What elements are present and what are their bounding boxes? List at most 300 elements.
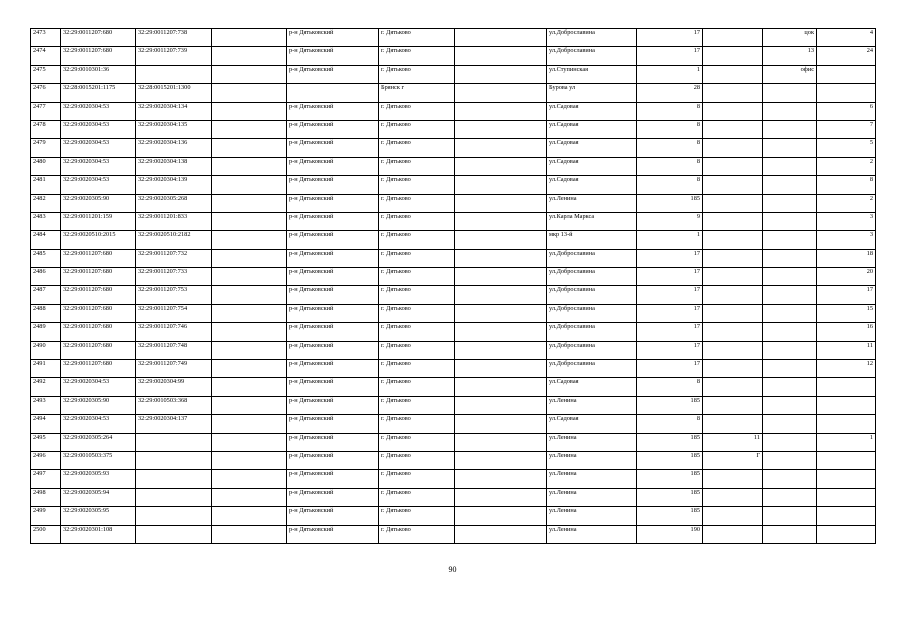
cell-row-index: 2473 [31, 29, 61, 47]
table-row [31, 396, 876, 414]
cell-room-note [763, 212, 817, 230]
cell-room-note [763, 415, 817, 433]
cell-row-index: 2497 [31, 470, 61, 488]
cell-building [703, 488, 763, 506]
cell-house: 185 [637, 507, 703, 525]
cell-apartment [817, 84, 876, 102]
cell-blank [212, 47, 287, 65]
cell-house: 17 [637, 304, 703, 322]
table-row [31, 212, 876, 230]
cell-building [703, 415, 763, 433]
cell-street: ул.Доброславина [547, 323, 637, 341]
cell-object-number [136, 433, 212, 451]
cell-cadastral-number: 32:29:0020305:264 [61, 433, 136, 451]
cell-blank-2 [455, 84, 547, 102]
cell-blank [212, 507, 287, 525]
cell-room-note [763, 451, 817, 469]
cell-apartment: 5 [817, 139, 876, 157]
cell-house: 190 [637, 525, 703, 543]
cell-object-number [136, 488, 212, 506]
cell-blank [212, 396, 287, 414]
cell-blank-2 [455, 29, 547, 47]
cell-object-number: 32:29:0011207:733 [136, 268, 212, 286]
table-row [31, 415, 876, 433]
cell-district: р-н Дятьковский [287, 120, 379, 138]
cell-cadastral-number: 32:29:0020304:53 [61, 378, 136, 396]
cell-apartment [817, 65, 876, 83]
cell-building [703, 249, 763, 267]
cell-room-note [763, 488, 817, 506]
cell-object-number: 32:29:0020304:135 [136, 120, 212, 138]
cell-city: г. Дятьково [379, 231, 455, 249]
cell-city: г. Дятьково [379, 507, 455, 525]
table-row [31, 304, 876, 322]
cell-street: ул.Доброславина [547, 341, 637, 359]
cell-apartment [817, 378, 876, 396]
cell-row-index: 2493 [31, 396, 61, 414]
cell-object-number: 32:29:0010503:368 [136, 396, 212, 414]
cell-cadastral-number: 32:29:0020304:53 [61, 139, 136, 157]
table-row [31, 102, 876, 120]
cell-apartment: 3 [817, 231, 876, 249]
cell-row-index: 2495 [31, 433, 61, 451]
cell-apartment: 20 [817, 268, 876, 286]
cell-district: р-н Дятьковский [287, 525, 379, 543]
cell-apartment: 2 [817, 194, 876, 212]
cell-street: ул.Ленина [547, 507, 637, 525]
cell-object-number: 32:28:0015201:1300 [136, 84, 212, 102]
cell-house: 1 [637, 231, 703, 249]
cell-building [703, 286, 763, 304]
cell-street: ул.Ленина [547, 451, 637, 469]
cell-house: 17 [637, 47, 703, 65]
cell-house: 8 [637, 176, 703, 194]
cell-city: Брянск г [379, 84, 455, 102]
cell-street: ул.Ленина [547, 396, 637, 414]
cell-apartment: 4 [817, 29, 876, 47]
cell-cadastral-number: 32:29:0011207:680 [61, 29, 136, 47]
cell-cadastral-number: 32:29:0020304:53 [61, 102, 136, 120]
cell-row-index: 2479 [31, 139, 61, 157]
cell-city: г. Дятьково [379, 194, 455, 212]
table-row [31, 323, 876, 341]
cell-room-note [763, 84, 817, 102]
cell-district: р-н Дятьковский [287, 396, 379, 414]
cell-city: г. Дятьково [379, 286, 455, 304]
cell-street: ул.Садовая [547, 120, 637, 138]
cell-house: 185 [637, 488, 703, 506]
cell-building [703, 378, 763, 396]
cell-apartment: 12 [817, 360, 876, 378]
cell-blank [212, 286, 287, 304]
cell-blank [212, 120, 287, 138]
cell-row-index: 2474 [31, 47, 61, 65]
cell-blank-2 [455, 268, 547, 286]
cell-building [703, 102, 763, 120]
cell-object-number [136, 525, 212, 543]
cell-cadastral-number: 32:29:0020305:90 [61, 396, 136, 414]
cell-street: ул.Ленина [547, 488, 637, 506]
cell-house: 8 [637, 120, 703, 138]
cell-city: г. Дятьково [379, 488, 455, 506]
cell-blank [212, 470, 287, 488]
cell-blank-2 [455, 157, 547, 175]
cell-city: г. Дятьково [379, 341, 455, 359]
cell-blank [212, 249, 287, 267]
cell-building [703, 231, 763, 249]
cell-blank [212, 84, 287, 102]
cell-room-note [763, 396, 817, 414]
cell-building [703, 120, 763, 138]
cell-district: р-н Дятьковский [287, 433, 379, 451]
cell-apartment: 16 [817, 323, 876, 341]
cell-building [703, 396, 763, 414]
cell-district: р-н Дятьковский [287, 507, 379, 525]
cell-cadastral-number: 32:29:0011207:680 [61, 268, 136, 286]
cell-cadastral-number: 32:29:0020304:53 [61, 176, 136, 194]
table-row [31, 65, 876, 83]
cell-object-number [136, 451, 212, 469]
cell-house: 17 [637, 286, 703, 304]
cell-room-note [763, 157, 817, 175]
cell-blank [212, 194, 287, 212]
cell-apartment: 15 [817, 304, 876, 322]
cell-building [703, 194, 763, 212]
cell-blank-2 [455, 194, 547, 212]
cell-house: 185 [637, 396, 703, 414]
cell-building [703, 29, 763, 47]
cell-apartment: 17 [817, 286, 876, 304]
cell-row-index: 2481 [31, 176, 61, 194]
cell-object-number: 32:29:0011207:748 [136, 341, 212, 359]
cell-blank [212, 360, 287, 378]
cell-object-number [136, 470, 212, 488]
cell-room-note [763, 268, 817, 286]
table-row [31, 249, 876, 267]
cell-row-index: 2477 [31, 102, 61, 120]
cell-district: р-н Дятьковский [287, 249, 379, 267]
cell-row-index: 2491 [31, 360, 61, 378]
cell-cadastral-number: 32:29:0011207:680 [61, 304, 136, 322]
cell-cadastral-number: 32:29:0011207:680 [61, 47, 136, 65]
cell-apartment [817, 415, 876, 433]
table-row [31, 378, 876, 396]
cell-room-note [763, 139, 817, 157]
cell-district: р-н Дятьковский [287, 341, 379, 359]
cell-house: 8 [637, 415, 703, 433]
cell-district: р-н Дятьковский [287, 194, 379, 212]
cell-object-number: 32:29:0011207:749 [136, 360, 212, 378]
table-row [31, 29, 876, 47]
cell-blank [212, 488, 287, 506]
cell-room-note [763, 433, 817, 451]
cell-blank [212, 378, 287, 396]
cell-district: р-н Дятьковский [287, 176, 379, 194]
cell-blank [212, 525, 287, 543]
cell-house: 17 [637, 360, 703, 378]
cell-building: 11 [703, 433, 763, 451]
cell-house: 8 [637, 157, 703, 175]
cell-street: мкр 13-й [547, 231, 637, 249]
cell-room-note [763, 470, 817, 488]
cell-house: 17 [637, 29, 703, 47]
cell-city: г. Дятьково [379, 102, 455, 120]
cell-district: р-н Дятьковский [287, 231, 379, 249]
cell-street: ул.Садовая [547, 176, 637, 194]
cell-apartment: 11 [817, 341, 876, 359]
cell-object-number: 32:29:0020304:134 [136, 102, 212, 120]
cell-blank [212, 341, 287, 359]
cell-blank-2 [455, 507, 547, 525]
cell-room-note [763, 360, 817, 378]
cell-house: 8 [637, 102, 703, 120]
cell-city: г. Дятьково [379, 29, 455, 47]
cell-city: г. Дятьково [379, 139, 455, 157]
cell-cadastral-number: 32:29:0020510:2015 [61, 231, 136, 249]
cell-blank-2 [455, 488, 547, 506]
cell-street: ул.Садовая [547, 378, 637, 396]
cell-row-index: 2487 [31, 286, 61, 304]
cell-apartment: 6 [817, 102, 876, 120]
cell-blank [212, 29, 287, 47]
table-row [31, 525, 876, 543]
cell-apartment: 1 [817, 433, 876, 451]
cell-house: 17 [637, 323, 703, 341]
cell-object-number [136, 65, 212, 83]
cell-district: р-н Дятьковский [287, 29, 379, 47]
cell-city: г. Дятьково [379, 304, 455, 322]
cell-object-number: 32:29:0020304:139 [136, 176, 212, 194]
cell-building [703, 525, 763, 543]
cell-apartment [817, 488, 876, 506]
cell-city: г. Дятьково [379, 47, 455, 65]
cell-room-note [763, 341, 817, 359]
cell-blank [212, 231, 287, 249]
cell-district: р-н Дятьковский [287, 360, 379, 378]
cell-street: ул.Доброславина [547, 47, 637, 65]
table-row [31, 268, 876, 286]
cell-building [703, 470, 763, 488]
cell-cadastral-number: 32:29:0010503:375 [61, 451, 136, 469]
table-row [31, 451, 876, 469]
cell-street: ул.Карла Маркса [547, 212, 637, 230]
cell-object-number: 32:29:0020304:137 [136, 415, 212, 433]
cell-blank [212, 268, 287, 286]
cell-object-number: 32:29:0011207:753 [136, 286, 212, 304]
cell-building [703, 304, 763, 322]
cell-blank [212, 65, 287, 83]
cell-object-number: 32:29:0011207:738 [136, 29, 212, 47]
cell-building [703, 323, 763, 341]
cell-city: г. Дятьково [379, 451, 455, 469]
cell-blank [212, 212, 287, 230]
cell-house: 28 [637, 84, 703, 102]
cell-street: ул.Ступинская [547, 65, 637, 83]
cell-blank-2 [455, 139, 547, 157]
cell-city: г. Дятьково [379, 268, 455, 286]
cell-object-number: 32:29:0020510:2182 [136, 231, 212, 249]
cell-building: Г [703, 451, 763, 469]
cell-row-index: 2496 [31, 451, 61, 469]
cell-street: ул.Ленина [547, 433, 637, 451]
cell-blank-2 [455, 451, 547, 469]
cell-blank-2 [455, 231, 547, 249]
cell-street: ул.Доброславина [547, 360, 637, 378]
cell-apartment [817, 396, 876, 414]
cell-object-number: 32:29:0020304:136 [136, 139, 212, 157]
cell-street: ул.Доброславина [547, 268, 637, 286]
table-row [31, 176, 876, 194]
cell-apartment: 24 [817, 47, 876, 65]
cell-apartment: 18 [817, 249, 876, 267]
cell-row-index: 2500 [31, 525, 61, 543]
cell-city: г. Дятьково [379, 396, 455, 414]
cell-blank-2 [455, 341, 547, 359]
cell-blank-2 [455, 415, 547, 433]
cell-cadastral-number: 32:29:0020301:108 [61, 525, 136, 543]
cell-building [703, 360, 763, 378]
cell-district: р-н Дятьковский [287, 378, 379, 396]
cell-street: ул.Ленина [547, 194, 637, 212]
registry-table [30, 28, 876, 544]
cell-room-note [763, 507, 817, 525]
cell-building [703, 176, 763, 194]
cell-city: г. Дятьково [379, 433, 455, 451]
cell-apartment [817, 507, 876, 525]
cell-apartment [817, 470, 876, 488]
cell-apartment: 8 [817, 176, 876, 194]
cell-blank-2 [455, 525, 547, 543]
cell-house: 8 [637, 139, 703, 157]
cell-street: ул.Доброславина [547, 249, 637, 267]
cell-row-index: 2489 [31, 323, 61, 341]
cell-object-number: 32:29:0020304:138 [136, 157, 212, 175]
cell-district: р-н Дятьковский [287, 212, 379, 230]
cell-district: р-н Дятьковский [287, 47, 379, 65]
cell-district: р-н Дятьковский [287, 451, 379, 469]
cell-district: р-н Дятьковский [287, 157, 379, 175]
cell-blank-2 [455, 249, 547, 267]
cell-blank-2 [455, 65, 547, 83]
cell-district: р-н Дятьковский [287, 65, 379, 83]
cell-district: р-н Дятьковский [287, 415, 379, 433]
cell-district: р-н Дятьковский [287, 323, 379, 341]
cell-blank-2 [455, 378, 547, 396]
cell-row-index: 2483 [31, 212, 61, 230]
cell-cadastral-number: 32:29:0011207:680 [61, 286, 136, 304]
cell-blank-2 [455, 396, 547, 414]
cell-house: 8 [637, 378, 703, 396]
cell-row-index: 2488 [31, 304, 61, 322]
cell-city: г. Дятьково [379, 323, 455, 341]
cell-district: р-н Дятьковский [287, 286, 379, 304]
cell-cadastral-number: 32:29:0020305:90 [61, 194, 136, 212]
cell-cadastral-number: 32:28:0015201:1175 [61, 84, 136, 102]
cell-cadastral-number: 32:29:0020305:93 [61, 470, 136, 488]
cell-row-index: 2490 [31, 341, 61, 359]
cell-house: 17 [637, 268, 703, 286]
cell-row-index: 2484 [31, 231, 61, 249]
cell-street: ул.Доброславина [547, 286, 637, 304]
cell-row-index: 2485 [31, 249, 61, 267]
registry-sheet [30, 28, 875, 544]
cell-house: 185 [637, 194, 703, 212]
cell-object-number: 32:29:0011207:754 [136, 304, 212, 322]
table-row [31, 433, 876, 451]
cell-street: ул.Садовая [547, 102, 637, 120]
cell-room-note: офис [763, 65, 817, 83]
table-row [31, 194, 876, 212]
cell-house: 9 [637, 212, 703, 230]
table-row [31, 507, 876, 525]
cell-street: Бурова ул [547, 84, 637, 102]
cell-street: ул.Доброславина [547, 304, 637, 322]
cell-blank [212, 139, 287, 157]
cell-cadastral-number: 32:29:0011207:680 [61, 341, 136, 359]
table-row [31, 139, 876, 157]
cell-district: р-н Дятьковский [287, 488, 379, 506]
cell-building [703, 212, 763, 230]
cell-city: г. Дятьково [379, 378, 455, 396]
cell-object-number: 32:29:0011201:833 [136, 212, 212, 230]
table-row [31, 47, 876, 65]
cell-apartment [817, 525, 876, 543]
cell-row-index: 2480 [31, 157, 61, 175]
cell-cadastral-number: 32:29:0011207:680 [61, 249, 136, 267]
table-row [31, 470, 876, 488]
page-number: 90 [448, 565, 457, 574]
cell-cadastral-number: 32:29:0011207:680 [61, 323, 136, 341]
cell-blank [212, 102, 287, 120]
cell-blank [212, 415, 287, 433]
table-row [31, 157, 876, 175]
cell-city: г. Дятьково [379, 360, 455, 378]
cell-city: г. Дятьково [379, 415, 455, 433]
cell-building [703, 268, 763, 286]
cell-building [703, 157, 763, 175]
table-row [31, 286, 876, 304]
cell-object-number: 32:29:0020304:99 [136, 378, 212, 396]
cell-street: ул.Доброславина [547, 29, 637, 47]
cell-blank [212, 157, 287, 175]
cell-city: г. Дятьково [379, 249, 455, 267]
cell-building [703, 47, 763, 65]
cell-city: г. Дятьково [379, 525, 455, 543]
cell-city: г. Дятьково [379, 120, 455, 138]
cell-cadastral-number: 32:29:0020304:53 [61, 120, 136, 138]
cell-blank-2 [455, 360, 547, 378]
cell-district: р-н Дятьковский [287, 304, 379, 322]
cell-building [703, 139, 763, 157]
cell-building [703, 84, 763, 102]
cell-city: г. Дятьково [379, 470, 455, 488]
cell-row-index: 2499 [31, 507, 61, 525]
cell-city: г. Дятьково [379, 157, 455, 175]
cell-object-number: 32:29:0011207:732 [136, 249, 212, 267]
cell-room-note [763, 249, 817, 267]
cell-room-note: 13 [763, 47, 817, 65]
cell-house: 1 [637, 65, 703, 83]
cell-row-index: 2498 [31, 488, 61, 506]
cell-blank [212, 176, 287, 194]
table-row [31, 488, 876, 506]
cell-room-note [763, 525, 817, 543]
cell-object-number: 32:29:0011207:746 [136, 323, 212, 341]
cell-cadastral-number: 32:29:0020305:94 [61, 488, 136, 506]
cell-row-index: 2482 [31, 194, 61, 212]
cell-street: ул.Ленина [547, 525, 637, 543]
cell-room-note: цок [763, 29, 817, 47]
